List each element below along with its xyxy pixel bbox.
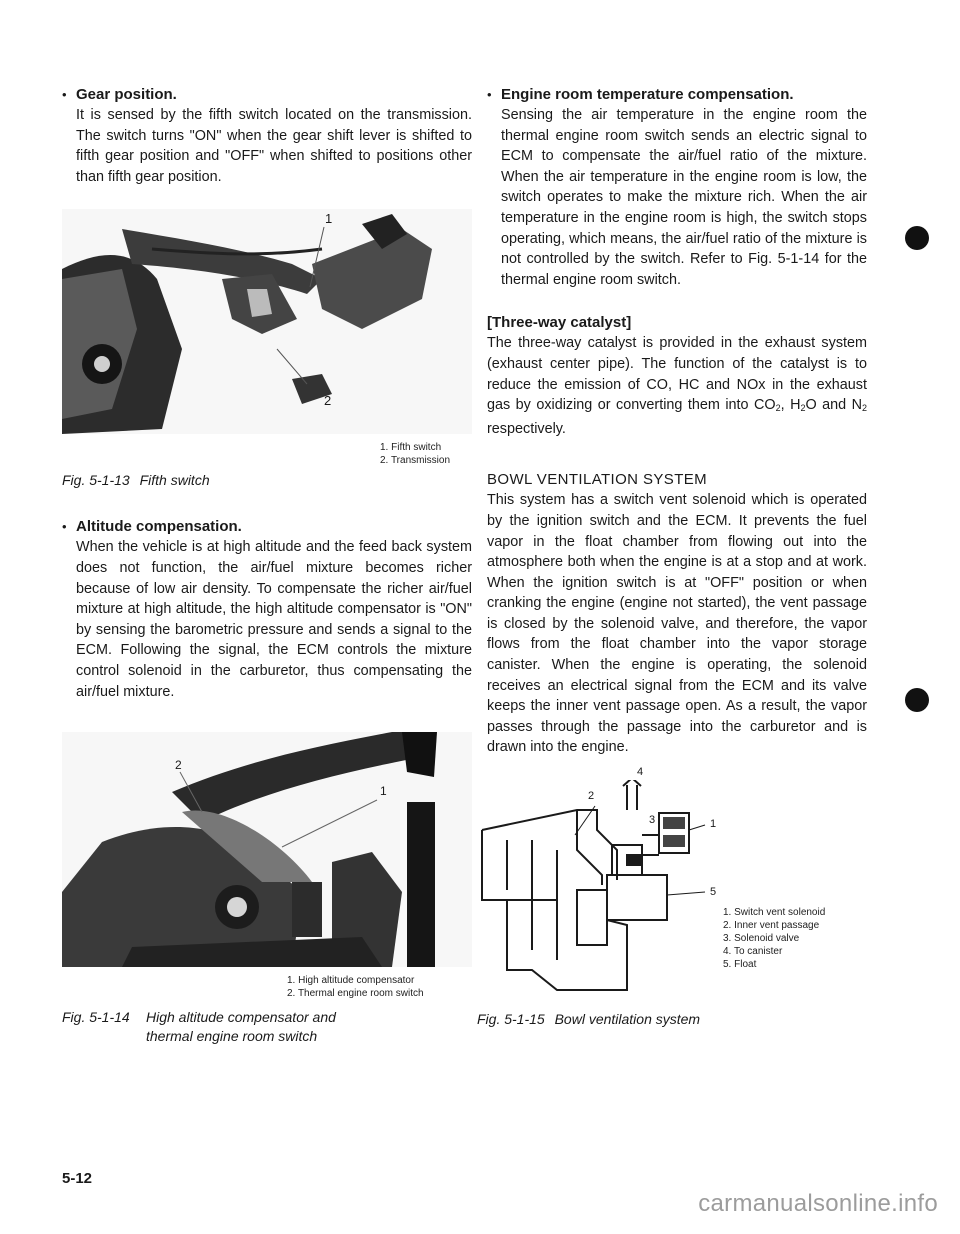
bowl-ventilation-legend: [723, 906, 825, 971]
legend-item: 4. To canister: [723, 946, 783, 958]
legend-item: 1. Fifth switch: [380, 442, 442, 454]
figure-high-altitude: [62, 732, 472, 1004]
callout-1: 1: [710, 818, 717, 831]
high-altitude-legend: [287, 974, 424, 1000]
fig-5-1-15-caption: [477, 1010, 867, 1029]
caption-number: Fig. 5-1-13: [62, 472, 130, 489]
catalyst-text-b: , H: [780, 397, 801, 414]
caption-title: High altitude compensator and thermal engine room switch: [146, 1009, 336, 1045]
catalyst-text-c: O and N: [805, 397, 862, 414]
callout-2: 2: [588, 790, 595, 803]
bowl-ventilation-text: This system has a switch vent solenoid which is operated by the ignition switch and the ECM. It prevents the fuel vapor in the float chamber from flowing out into the atmosphere both when the engine is at a stop and at work. When the ignition switch is at "OFF" position or when cranking the engine (engine not started), the vent passage is closed by the solenoid valve, and therefore, the vapor flows from the float chamber into the vapor storage canister. When the engine is operating, the solenoid receives an electrical signal from the ECM and its valve keeps the inner vent passage open. As a result, the vapor passes through the passage into the carburetor and is drawn into the engine.: [487, 492, 867, 756]
fifth-switch-legend: [380, 441, 450, 467]
high-altitude-photo: [62, 732, 472, 967]
three-way-catalyst-heading: [Three-way catalyst]: [487, 314, 632, 332]
figure-fifth-switch: [62, 209, 472, 469]
engine-room-bullet: [487, 84, 867, 290]
altitude-compensation-bullet: [62, 516, 472, 702]
engine-room-text: Sensing the air temperature in the engine room the thermal engine room switch sends an electric signal to ECM to compensate the air/fuel ratio of the mixture. When the air temperature in the engine room is low, the switch operates to make the mixture rich. When the air temperature in the engine room is high, the switch stops operating, which means, the air/fuel ratio of the mixture is not controlled by the switch. Refer to Fig. 5-1-14 for the thermal engine room switch.: [501, 107, 867, 288]
altitude-compensation-heading: Altitude compensation.: [76, 518, 242, 536]
callout-1: 1: [325, 211, 333, 227]
fig-5-1-13-caption: [62, 471, 472, 490]
legend-item: 2. Thermal engine room switch: [287, 988, 424, 1000]
fifth-switch-photo: [62, 209, 472, 434]
fig-5-1-14-caption: [62, 1008, 472, 1046]
callout-3: 3: [649, 814, 656, 827]
catalyst-text-a: The three-way catalyst is provided in the exhaust system (exhaust center pipe). The function of the catalyst is to reduce the emission of CO, HC and NOx in the exhaust gas by oxidizing or converting them into CO: [487, 335, 867, 414]
legend-item: 1. High altitude compensator: [287, 975, 415, 987]
bullet-dot: •: [62, 87, 67, 102]
altitude-compensation-text: When the vehicle is at high altitude and the feed back system does not function, the air/fuel mixture becomes richer because of low air density. To compensate the richer air/fuel mixture at high altitude, the high altitude compensator is "ON" by sensing the barometric pressure and sends a signal to the ECM. Following the signal, the ECM controls the mixture control solenoid in the carburetor, thus compensating the air/fuel mixture.: [76, 539, 472, 700]
catalyst-text-d: respectively.: [487, 420, 566, 437]
subscript: 2: [800, 403, 806, 414]
bowl-ventilation-diagram: [477, 780, 717, 1005]
subscript: 2: [862, 403, 868, 414]
watermark: carmanualsonline.info: [698, 1190, 938, 1217]
legend-item: 1. Switch vent solenoid: [723, 907, 826, 919]
legend-item: 3. Solenoid valve: [723, 933, 800, 945]
subscript: 2: [775, 403, 781, 414]
caption-title: Bowl ventilation system: [554, 1011, 701, 1028]
page-number: 5-12: [62, 1170, 93, 1187]
legend-item: 2. Inner vent passage: [723, 920, 820, 932]
callout-2: 2: [324, 393, 332, 409]
callout-1: 1: [380, 784, 387, 799]
callout-4: 4: [637, 766, 644, 779]
left-column: [62, 84, 472, 1046]
callout-2: 2: [175, 758, 182, 773]
legend-item: 2. Transmission: [380, 455, 451, 467]
three-way-catalyst-text: [487, 333, 867, 439]
bullet-dot: •: [487, 87, 492, 102]
caption-number: Fig. 5-1-15: [477, 1011, 545, 1028]
gear-position-bullet: [62, 84, 472, 187]
bullet-dot: •: [62, 519, 67, 535]
engine-room-heading: Engine room temperature compensation.: [501, 86, 794, 103]
gear-position-text: It is sensed by the fifth switch located on the transmission. The switch turns "ON" when the gear shift lever is shifted to fifth gear position and "OFF" when shifted to positions other than fifth gear position.: [76, 107, 472, 185]
gear-position-heading: Gear position.: [76, 86, 177, 103]
caption-number: Fig. 5-1-14: [62, 1009, 130, 1026]
callout-5: 5: [710, 886, 717, 899]
punch-hole-bottom: [905, 688, 929, 712]
caption-title: Fifth switch: [139, 472, 210, 489]
figure-bowl-ventilation: [477, 766, 867, 1010]
bowl-ventilation-heading: BOWL VENTILATION SYSTEM: [487, 471, 708, 489]
legend-item: 5. Float: [723, 959, 757, 971]
punch-hole-top: [905, 226, 929, 250]
right-column: [477, 84, 868, 1029]
